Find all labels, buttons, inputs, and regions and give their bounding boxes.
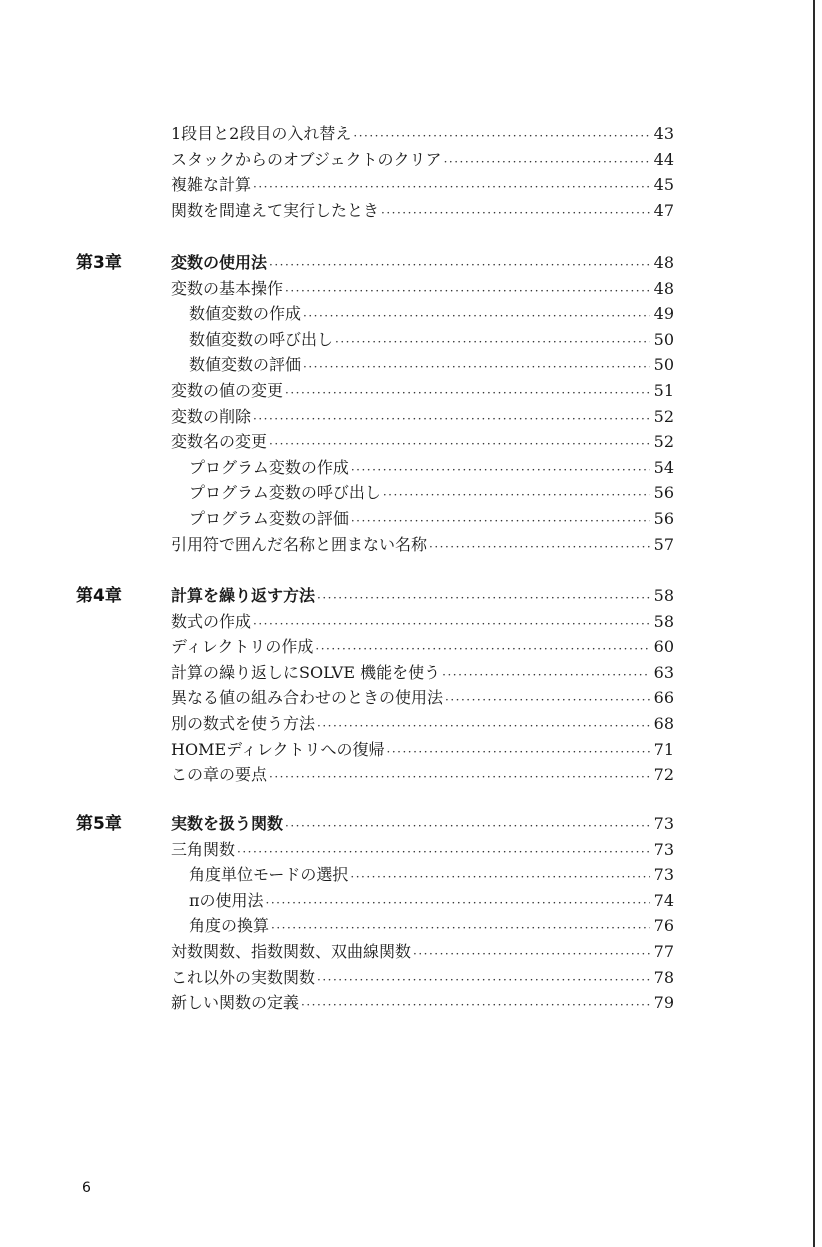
dot-leader bbox=[317, 714, 650, 734]
dot-leader bbox=[237, 840, 650, 860]
entry-title: 計算を繰り返す方法 bbox=[171, 586, 316, 605]
toc-entry bbox=[171, 407, 674, 427]
entry-page-number: 45 bbox=[653, 175, 674, 195]
entry-title: 関数を間違えて実行したとき bbox=[171, 200, 380, 220]
dot-leader bbox=[442, 663, 650, 683]
dot-leader bbox=[351, 509, 650, 529]
toc-entry bbox=[171, 279, 674, 299]
dot-leader bbox=[253, 175, 650, 195]
toc-entry bbox=[171, 381, 674, 401]
entry-title: 変数の削除 bbox=[171, 406, 252, 426]
dot-leader bbox=[413, 942, 650, 962]
entry-page-number: 73 bbox=[653, 865, 674, 885]
entry-title: 変数名の変更 bbox=[171, 432, 268, 452]
entry-page-number: 50 bbox=[653, 329, 674, 349]
dot-leader bbox=[303, 304, 650, 324]
toc-entry bbox=[171, 840, 674, 860]
toc-entry bbox=[171, 765, 674, 785]
dot-leader bbox=[285, 814, 650, 834]
entry-page-number: 77 bbox=[653, 942, 674, 961]
entry-title: 変数の使用法 bbox=[171, 253, 268, 272]
dot-leader bbox=[315, 637, 650, 657]
entry-page-number: 60 bbox=[653, 637, 674, 657]
entry-title: プログラム変数の呼び出し bbox=[189, 483, 381, 503]
toc-entry bbox=[171, 150, 674, 170]
entry-page-number: 57 bbox=[653, 534, 674, 554]
entry-page-number: 44 bbox=[653, 149, 674, 169]
toc-entry bbox=[171, 637, 674, 657]
entry-page-number: 79 bbox=[653, 993, 674, 1013]
entry-page-number: 50 bbox=[653, 355, 674, 375]
toc-entry bbox=[189, 355, 674, 375]
entry-title: プログラム変数の評価 bbox=[189, 509, 349, 528]
dot-leader bbox=[285, 381, 650, 401]
dot-leader bbox=[301, 993, 650, 1013]
dot-leader bbox=[350, 865, 650, 885]
entry-page-number: 71 bbox=[653, 739, 674, 759]
entry-title: この章の要点 bbox=[171, 765, 268, 785]
dot-leader bbox=[266, 891, 650, 911]
entry-page-number: 47 bbox=[653, 200, 674, 220]
chapter-title-entry bbox=[171, 253, 674, 273]
dot-leader bbox=[353, 124, 650, 144]
toc-entry bbox=[171, 201, 674, 221]
entry-title: 変数の基本操作 bbox=[171, 278, 284, 298]
entry-title: 対数関数、指数関数、双曲線関数 bbox=[171, 942, 412, 961]
chapter-label: 第4章 bbox=[76, 586, 122, 606]
entry-page-number: 52 bbox=[653, 432, 674, 452]
entry-title: 計算の繰り返しにSOLVE 機能を使う bbox=[171, 662, 441, 682]
entry-page-number: 56 bbox=[653, 483, 674, 503]
entry-title: 角度単位モードの選択 bbox=[189, 865, 349, 885]
entry-page-number: 48 bbox=[653, 253, 674, 272]
toc-entry bbox=[171, 175, 674, 195]
entry-page-number: 56 bbox=[653, 509, 674, 528]
entry-page-number: 73 bbox=[653, 814, 674, 833]
toc-entry bbox=[189, 916, 674, 936]
entry-title: 角度の換算 bbox=[189, 916, 270, 936]
entry-page-number: 78 bbox=[653, 967, 674, 987]
chapter-title-entry bbox=[171, 814, 674, 834]
toc-entry bbox=[171, 432, 674, 452]
chapter-label: 第5章 bbox=[76, 814, 122, 834]
dot-leader bbox=[317, 586, 650, 606]
entry-title: 実数を扱う関数 bbox=[171, 814, 284, 833]
dot-leader bbox=[317, 968, 650, 988]
entry-title: 別の数式を使う方法 bbox=[171, 714, 316, 733]
toc-entry bbox=[189, 509, 674, 529]
dot-leader bbox=[351, 458, 650, 478]
entry-page-number: 52 bbox=[653, 406, 674, 426]
entry-title: スタックからのオブジェクトのクリア bbox=[171, 149, 442, 169]
entry-page-number: 43 bbox=[653, 124, 674, 143]
dot-leader bbox=[429, 535, 650, 555]
dot-leader bbox=[271, 916, 650, 936]
toc-entry bbox=[189, 304, 674, 324]
chapter-title-entry bbox=[171, 586, 674, 606]
dot-leader bbox=[444, 150, 650, 170]
entry-page-number: 74 bbox=[653, 890, 674, 910]
entry-title: πの使用法 bbox=[189, 890, 264, 910]
entry-page-number: 76 bbox=[653, 916, 674, 936]
entry-page-number: 72 bbox=[653, 765, 674, 785]
dot-leader bbox=[381, 201, 650, 221]
entry-title: HOMEディレクトリへの復帰 bbox=[171, 739, 385, 759]
entry-title: 数値変数の呼び出し bbox=[189, 329, 334, 349]
toc-entry bbox=[189, 458, 674, 478]
dot-leader bbox=[269, 432, 650, 452]
toc-entry bbox=[171, 124, 674, 144]
dot-leader bbox=[285, 279, 650, 299]
toc-entry bbox=[189, 330, 674, 350]
toc-entry bbox=[189, 891, 674, 911]
dot-leader bbox=[253, 407, 650, 427]
dot-leader bbox=[269, 765, 650, 785]
entry-title: 新しい関数の定義 bbox=[171, 993, 300, 1013]
entry-title: 三角関数 bbox=[171, 839, 236, 859]
toc-entry bbox=[171, 714, 674, 734]
entry-page-number: 58 bbox=[653, 611, 674, 631]
dot-leader bbox=[269, 253, 650, 273]
chapter-label: 第3章 bbox=[76, 253, 122, 273]
entry-page-number: 49 bbox=[653, 304, 674, 324]
toc-entry bbox=[171, 612, 674, 632]
entry-page-number: 73 bbox=[653, 839, 674, 859]
entry-page-number: 48 bbox=[653, 278, 674, 298]
dot-leader bbox=[387, 740, 650, 760]
entry-page-number: 54 bbox=[653, 457, 674, 477]
toc-entry bbox=[171, 993, 674, 1013]
entry-title: 1段目と2段目の入れ替え bbox=[171, 124, 352, 143]
entry-page-number: 58 bbox=[653, 586, 674, 605]
entry-page-number: 66 bbox=[653, 688, 674, 708]
dot-leader bbox=[445, 688, 650, 708]
dot-leader bbox=[253, 612, 650, 632]
entry-title: 変数の値の変更 bbox=[171, 381, 284, 400]
toc-entry bbox=[189, 483, 674, 503]
entry-page-number: 63 bbox=[653, 662, 674, 682]
dot-leader bbox=[303, 355, 650, 375]
entry-page-number: 68 bbox=[653, 714, 674, 733]
entry-title: 引用符で囲んだ名称と囲まない名称 bbox=[171, 534, 428, 554]
toc-entry bbox=[171, 740, 674, 760]
toc-entry bbox=[171, 688, 674, 708]
entry-title: プログラム変数の作成 bbox=[189, 457, 349, 477]
toc-entry bbox=[189, 865, 674, 885]
entry-title: 数値変数の作成 bbox=[189, 304, 302, 324]
entry-title: 複雑な計算 bbox=[171, 175, 252, 195]
entry-title: これ以外の実数関数 bbox=[171, 967, 316, 987]
entry-title: ディレクトリの作成 bbox=[171, 637, 314, 657]
page-number: 6 bbox=[82, 1180, 91, 1196]
entry-title: 異なる値の組み合わせのときの使用法 bbox=[171, 688, 444, 708]
toc-entry bbox=[171, 663, 674, 683]
dot-leader bbox=[335, 330, 650, 350]
entry-page-number: 51 bbox=[653, 381, 674, 400]
toc-entry bbox=[171, 535, 674, 555]
toc-entry bbox=[171, 942, 674, 962]
toc-entry bbox=[171, 968, 674, 988]
entry-title: 数式の作成 bbox=[171, 611, 252, 631]
entry-title: 数値変数の評価 bbox=[189, 355, 302, 375]
dot-leader bbox=[383, 483, 650, 503]
